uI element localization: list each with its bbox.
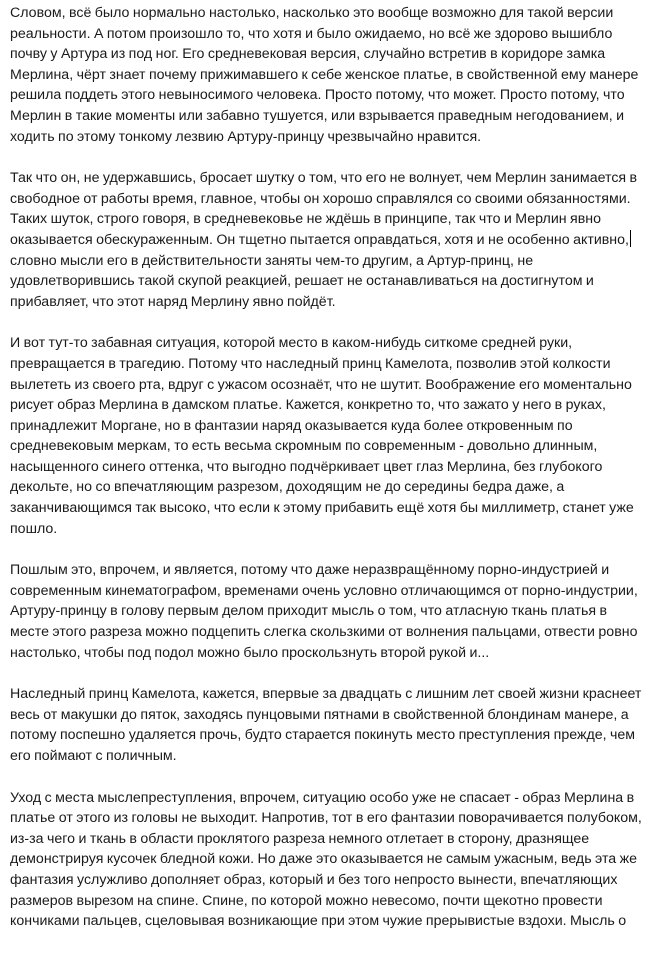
text-line: Артуру-принцу в голову первым делом приходит мысль о том, что атласную ткань платья в (10, 603, 608, 620)
text-line: Так что он, не удержавшись, бросает шутку о том, что его не волнует, чем Мерлин занимается в (10, 170, 638, 187)
text-line: настолько, чтобы под подол можно было проскользнуть второй рукой и... (10, 644, 490, 661)
text-line: пошло. (10, 520, 58, 537)
paragraph-4 (10, 560, 638, 663)
text-line: месте этого разреза можно подцепить слегка скользкими от волнения пальцами, отвести ровно (10, 624, 638, 641)
paragraph-6 (10, 788, 642, 932)
text-line: фантазия услужливо дополняет образ, который и без того непросто вынести, впечатляющих (10, 871, 618, 888)
text-line: его поймают с поличным. (10, 748, 177, 764)
text-line: заканчивающимся так высоко, что если к этому прибавить ещё хотя бы миллиметр, станет уже (10, 500, 634, 517)
text-line-with-caret[interactable] (10, 230, 630, 251)
text-line: кончиками пальцев, сцеловывая возникающие при этом чужие прерывистые вздохи. Мысль о (10, 913, 627, 930)
text-line: оказывается обескураженным. Он тщетно пытается оправдаться, хотя и не особенно активно, (10, 231, 629, 248)
text-line: насыщенного синего оттенка, что выгодно подчёркивает цвет глаз Мерлина, без глубокого (10, 458, 603, 475)
text-line: Словом, всё было нормально настолько, насколько это вообще возможно для такой версии (10, 5, 614, 21)
text-line: Наследный принц Камелота, кажется, впервые за двадцать с лишним лет своей жизни краснеет (10, 686, 642, 703)
paragraph-5 (10, 684, 642, 766)
text-line: Мерлин в такие моменты или забавно тушуется, или взрывается праведным негодованием, и (10, 107, 625, 124)
text-line: Уход с места мыслепреступления, впрочем, ситуацию особо уже не спасает - образ Мерлина в (10, 789, 635, 806)
text-line: решила поддеть этого невыносимого человека. Просто потому, что может. Просто потому, что (10, 87, 625, 104)
text-line: удовлетворившись такой скупой реакцией, решает не останавливаться на достигнутом и (10, 273, 594, 290)
text-line: весь от макушки до пяток, заходясь пунцовыми пятнами в свойственной блондинам манере, а (10, 706, 629, 723)
document-page (10, 3, 642, 953)
text-line: превращается в трагедию. Потому что наследный принц Камелота, позволив этой колкости (10, 355, 611, 372)
text-line: размеров вырезом на спине. Спине, по которой можно невесомо, почти щекотно провести (10, 892, 603, 909)
text-line: платье от этого из головы не выходит. Напротив, тот в его фантазии поворачивается полубоком, (10, 810, 642, 827)
text-line: почву у Артура из под ног. Его средневековая версия, случайно встретив в коридоре замка (10, 46, 606, 63)
text-line: реальности. А потом произошло то, что хотя и было ожидаемо, но всё же здорово вышибло (10, 25, 613, 42)
text-line: прибавляет, что этот наряд Мерлину явно пойдёт. (10, 293, 336, 310)
text-line: свободное от работы время, главное, чтобы он хорошо справлялся со своими обязанностями. (10, 190, 631, 207)
text-line: рисует образ Мерлина в дамском платье. Кажется, конкретно то, что зажато у него в руках, (10, 397, 606, 414)
text-line: И вот тут-то забавная ситуация, которой место в каком-нибудь ситкоме средней руки, (10, 335, 573, 352)
text-line: Пошлым это, впрочем, и является, потому что даже неразвращённому порно-индустрией и (10, 562, 610, 579)
text-line: средневековым меркам, то есть весьма скромным по современным - довольно длинным, (10, 438, 598, 455)
text-line: современным кинематографом, временами очень условно отличающимся от порно-индустрии, (10, 582, 638, 599)
text-line: потому поспешно удаляется прочь, будто старается покинуть место преступления прежде, чем (10, 727, 636, 744)
text-line: из-за чего и ткань в области проклятого разреза немного отлетает в сторону, дразнящее (10, 830, 590, 847)
text-line: Таких шуток, строго говоря, в средневековье не ждёшь в принципе, так что и Мерлин явно (10, 211, 601, 228)
paragraph-2 (10, 168, 638, 312)
text-line: Мерлина, чёрт знает почему прижимавшего к себе женское платье, в свойственной ему манере (10, 66, 639, 83)
text-line: демонстрируя кусочек бледной кожи. Но даже это оказывается не самым ужасным, ведь эта же (10, 851, 638, 868)
text-line: словно мысли его в действительности заняты чем-то другим, а Артур-принц, не (10, 252, 534, 269)
paragraph-1 (10, 3, 639, 147)
paragraph-3 (10, 333, 634, 539)
text-line: вылететь из своего рта, вдруг с ужасом осознаёт, что не шутит. Воображение его моментально (10, 376, 632, 393)
text-cursor (630, 230, 631, 247)
text-line: принадлежит Моргане, но в фантазии наряд оказывается куда более откровенным по (10, 417, 573, 434)
text-line: декольте, но со впечатляющим разрезом, доходящим не до середины бедра даже, а (10, 479, 565, 496)
text-line: ходить по этому тонкому лезвию Артуру-принцу чрезвычайно нравится. (10, 128, 482, 145)
